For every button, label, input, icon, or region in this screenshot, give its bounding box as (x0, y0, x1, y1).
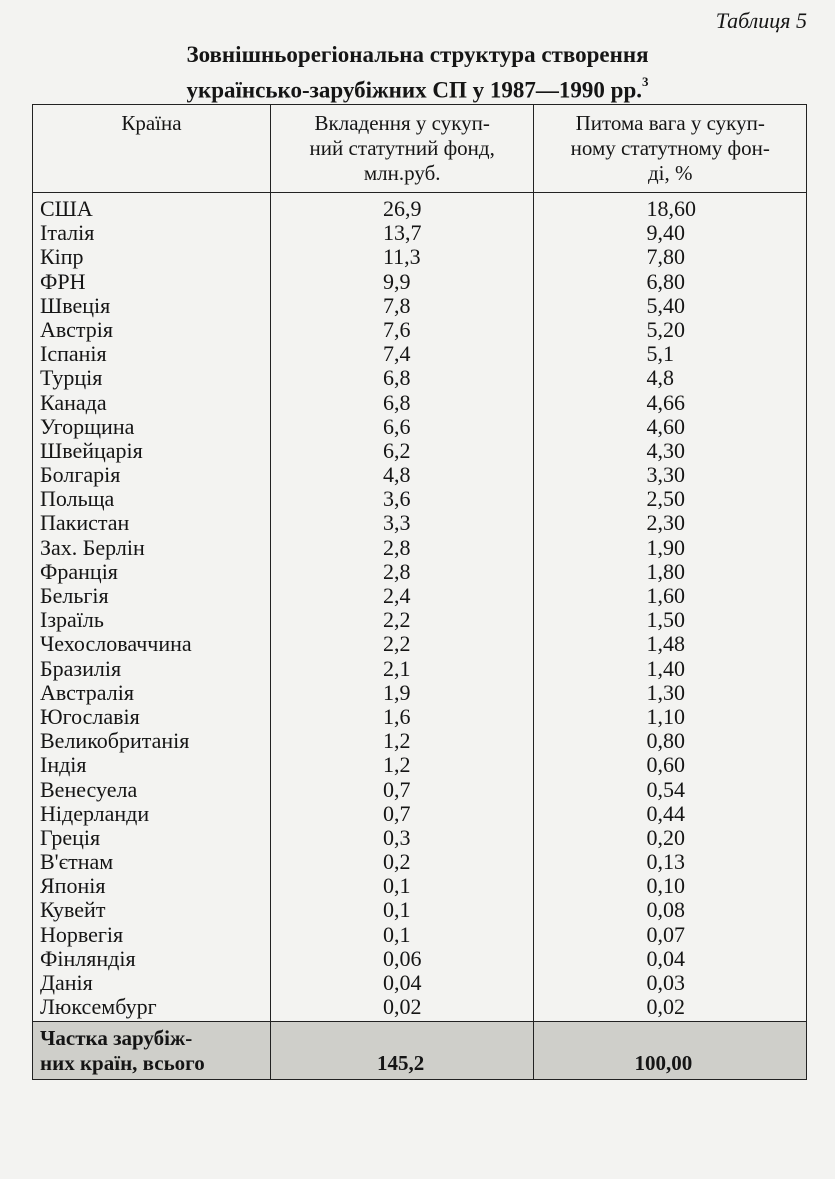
country-column (33, 193, 271, 1022)
country-cell: Франція (40, 558, 118, 584)
share-cell: 4,30 (646, 437, 685, 463)
investment-cell: 1,2 (382, 728, 411, 754)
header-share-line: ному статутному фон- (570, 136, 770, 160)
total-share-cell (534, 1022, 807, 1080)
total-row (33, 1022, 807, 1080)
investment-cell: 0,3 (382, 824, 411, 850)
country-cell: Болгарія (40, 462, 121, 488)
country-cell: Бразилія (40, 655, 122, 681)
country-cell: Ізраїль (40, 607, 104, 633)
share-column (534, 193, 807, 1022)
investment-cell: 0,1 (382, 921, 411, 947)
header-share (534, 105, 807, 193)
share-cell: 5,1 (646, 341, 674, 367)
investment-cell: 2,8 (382, 558, 411, 584)
share-cell: 4,8 (646, 365, 674, 391)
title-line-2-text: українсько-зарубіжних СП у 1987—1990 рр. (186, 77, 642, 103)
share-cell: 0,20 (646, 824, 685, 850)
total-share: 100,00 (634, 1051, 693, 1076)
header-investment-line: млн.руб. (363, 161, 441, 185)
country-cell: Зах. Берлін (40, 534, 145, 560)
investment-cell: 6,2 (382, 437, 411, 463)
country-cell: Угорщина (40, 413, 135, 439)
investment-cell: 26,9 (382, 196, 422, 221)
data-table (32, 104, 807, 1080)
share-cell: 1,90 (646, 534, 685, 560)
header-share-line: ді, % (647, 161, 693, 185)
country-cell: Австрія (40, 316, 114, 342)
header-investment-line: Вкладення у сукуп- (314, 111, 490, 135)
share-cell: 0,03 (646, 970, 685, 995)
country-cell: Венесуела (40, 776, 138, 802)
share-cell: 4,66 (646, 389, 685, 415)
share-cell: 0,02 (646, 994, 685, 1020)
table-title (0, 40, 835, 106)
total-label-line: Частка зарубіж- (40, 1026, 193, 1051)
investment-cell: 13,7 (382, 220, 422, 246)
country-cell: Люксембург (40, 994, 157, 1020)
investment-cell: 6,8 (382, 365, 411, 391)
share-cell: 0,44 (646, 800, 685, 826)
country-cell: Норвегія (40, 921, 124, 947)
investment-cell: 1,2 (382, 752, 411, 778)
investment-cell: 0,02 (382, 994, 422, 1020)
country-cell: Турція (40, 365, 103, 391)
country-cell: Австралія (40, 679, 134, 705)
share-cell: 0,04 (646, 945, 685, 971)
country-cell: Швеція (40, 292, 111, 318)
share-cell: 2,30 (646, 510, 685, 536)
share-cell: 1,48 (646, 631, 685, 657)
share-cell: 9,40 (646, 220, 685, 246)
country-cell: США (40, 196, 93, 221)
share-cell: 5,40 (646, 292, 685, 318)
investment-cell: 2,4 (382, 583, 411, 608)
investment-cell: 0,06 (382, 945, 422, 971)
country-cell: Канада (40, 389, 107, 415)
country-cell: Греція (40, 824, 101, 850)
country-cell: Польща (40, 486, 115, 512)
investment-cell: 2,8 (382, 534, 411, 560)
share-cell: 5,20 (646, 316, 685, 342)
investment-cell: 0,7 (382, 776, 411, 802)
table-caption: Таблиця 5 (715, 8, 807, 33)
country-cell: Нідерланди (40, 800, 150, 826)
investment-cell: 2,1 (382, 655, 411, 681)
header-investment (270, 105, 534, 193)
header-row (33, 105, 807, 193)
footnote-mark: 3 (642, 74, 649, 89)
country-cell: Пакистан (40, 510, 130, 536)
share-cell: 1,30 (646, 679, 685, 705)
investment-cell: 1,9 (382, 679, 411, 705)
investment-cell: 0,1 (382, 873, 411, 899)
total-label-line: них країн, всього (40, 1051, 205, 1076)
investment-cell: 0,1 (382, 897, 411, 923)
investment-cell: 0,7 (382, 800, 411, 826)
country-cell: Іспанія (40, 341, 107, 367)
share-cell: 1,40 (646, 655, 685, 681)
share-cell: 1,80 (646, 558, 685, 584)
title-line-2 (0, 70, 835, 106)
investment-cell: 2,2 (382, 607, 411, 633)
country-cell: ФРН (40, 268, 86, 294)
investment-cell: 9,9 (382, 268, 411, 294)
investment-cell: 11,3 (382, 244, 421, 270)
share-cell: 0,54 (646, 776, 685, 802)
country-cell: Великобританія (40, 728, 190, 754)
title-line-1: Зовнішньорегіональна структура створення (186, 42, 649, 67)
country-cell: Югославія (40, 703, 140, 729)
share-cell: 1,10 (646, 703, 685, 729)
share-cell: 0,10 (646, 873, 685, 899)
investment-cell: 0,04 (382, 970, 422, 995)
investment-cell: 3,6 (382, 486, 411, 512)
share-cell: 1,50 (646, 607, 685, 633)
country-cell: В'єтнам (40, 849, 114, 875)
investment-column (270, 193, 534, 1022)
share-cell: 1,60 (646, 583, 685, 608)
investment-cell: 6,6 (382, 413, 411, 439)
country-cell: Японія (40, 873, 106, 899)
share-cell: 0,07 (646, 921, 685, 947)
country-cell: Індія (40, 752, 87, 778)
share-cell: 0,13 (646, 849, 685, 875)
share-cell: 0,80 (646, 728, 685, 754)
share-cell: 0,60 (646, 752, 685, 778)
country-cell: Чехословаччина (40, 631, 192, 657)
total-investment: 145,2 (376, 1051, 425, 1076)
investment-cell: 6,8 (382, 389, 411, 415)
share-cell: 3,30 (646, 462, 685, 488)
investment-cell: 0,2 (382, 849, 411, 875)
country-cell: Данія (40, 970, 93, 995)
share-cell: 4,60 (646, 413, 685, 439)
country-cell: Фінляндія (40, 945, 136, 971)
header-investment-line: ний статутний фонд, (309, 136, 495, 160)
investment-cell: 7,8 (382, 292, 411, 318)
investment-cell: 4,8 (382, 462, 411, 488)
header-share-line: Питома вага у сукуп- (575, 111, 765, 135)
share-cell: 6,80 (646, 268, 685, 294)
investment-cell: 1,6 (382, 703, 411, 729)
country-cell: Кувейт (40, 897, 106, 923)
investment-cell: 2,2 (382, 631, 411, 657)
country-cell: Кіпр (40, 244, 84, 270)
total-investment-cell (270, 1022, 534, 1080)
header-country: Країна (33, 105, 271, 193)
country-cell: Швейцарія (40, 437, 143, 463)
share-cell: 18,60 (646, 196, 696, 221)
investment-cell: 7,4 (382, 341, 411, 367)
share-cell: 2,50 (646, 486, 685, 512)
investment-cell: 3,3 (382, 510, 411, 536)
share-cell: 0,08 (646, 897, 685, 923)
share-cell: 7,80 (646, 244, 685, 270)
total-label (33, 1022, 271, 1080)
investment-cell: 7,6 (382, 316, 411, 342)
country-cell: Італія (40, 220, 95, 246)
country-cell: Бельгія (40, 583, 109, 608)
body-row (33, 193, 807, 1022)
